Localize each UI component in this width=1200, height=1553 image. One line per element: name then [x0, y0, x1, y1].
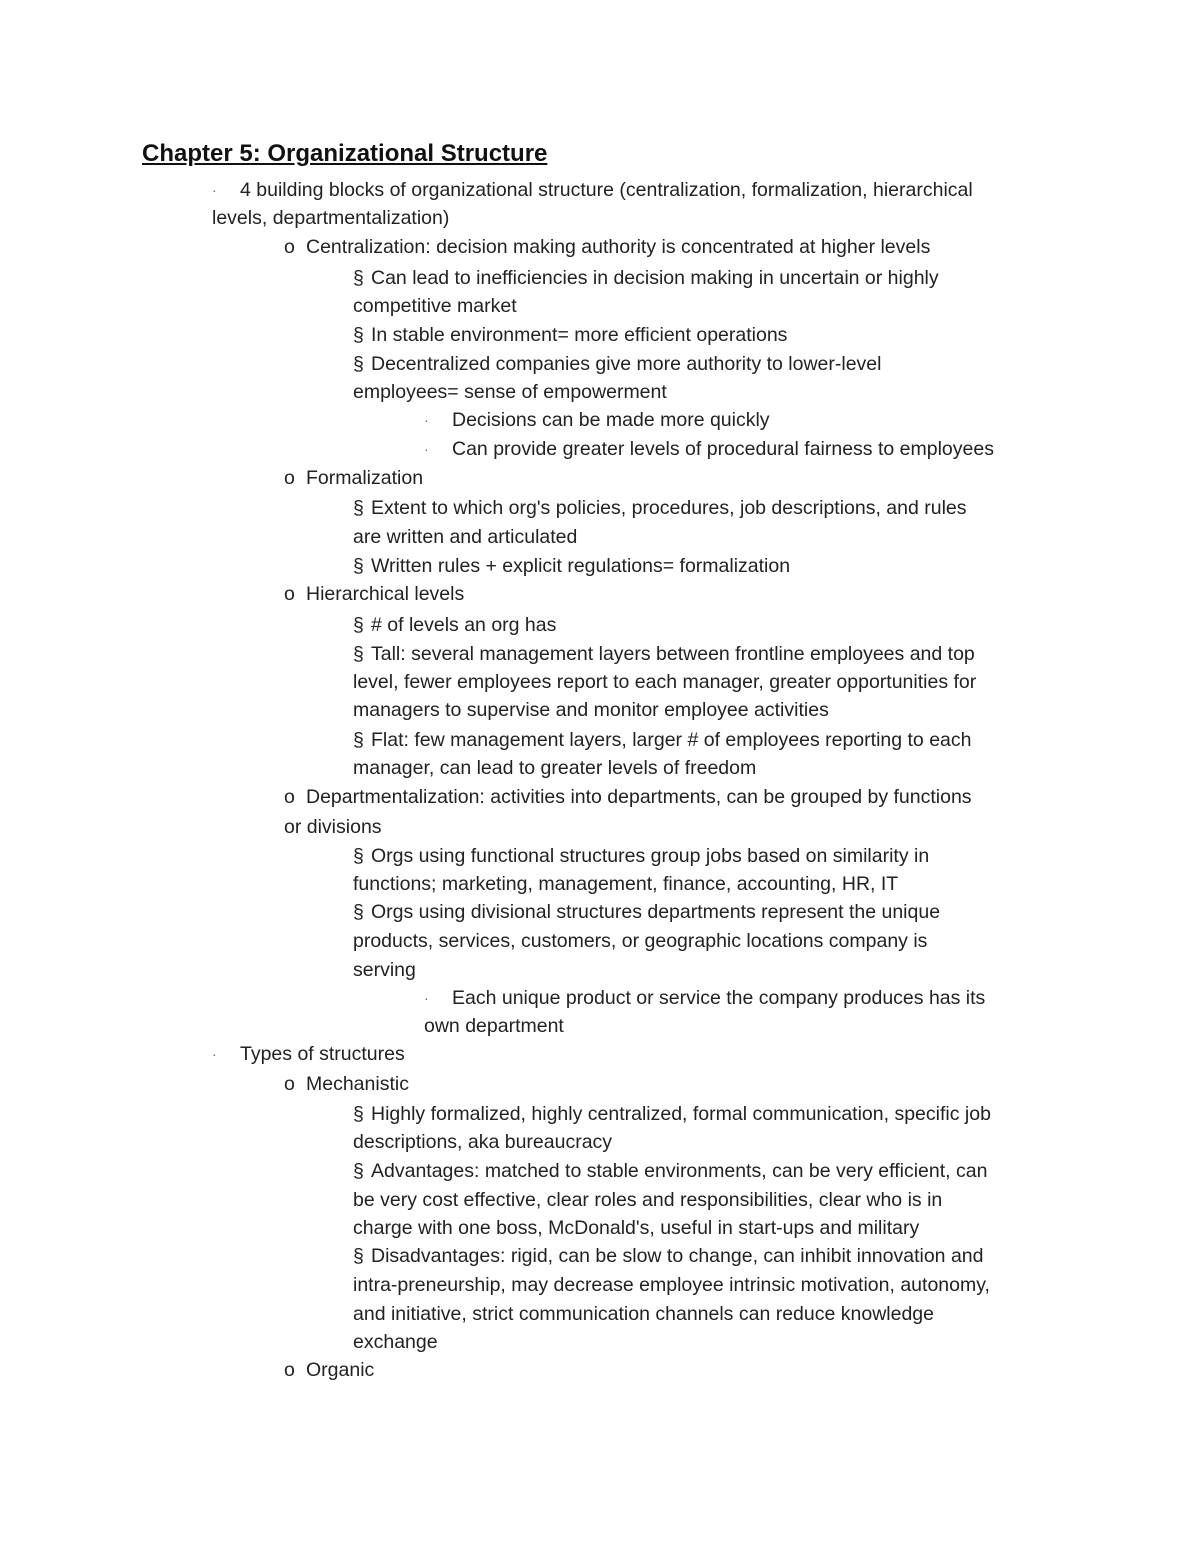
bullet-section-icon: §: [353, 901, 364, 923]
outline-line: Tall: several management layers between frontline employees and top: [371, 643, 975, 665]
outline-line: managers to supervise and monitor employee activities: [353, 699, 829, 721]
outline-line: Orgs using functional structures group jobs based on similarity in: [371, 845, 930, 867]
bullet-section-icon: §: [353, 845, 364, 867]
outline-line: Formalization: [306, 467, 424, 489]
outline-line: Hierarchical levels: [306, 583, 465, 605]
bullet-o-icon: o: [284, 467, 295, 489]
bullet-section-icon: §: [353, 497, 364, 519]
outline-line: In stable environment= more efficient operations: [371, 324, 788, 346]
outline-line: level, fewer employees report to each manager, greater opportunities for: [353, 671, 977, 693]
outline-line: Flat: few management layers, larger # of employees reporting to each: [371, 729, 972, 751]
outline-line: employees= sense of empowerment: [353, 381, 667, 403]
bullet-dot-icon: ·: [212, 1046, 217, 1062]
outline-line: Decentralized companies give more authority to lower-level: [371, 353, 882, 375]
bullet-section-icon: §: [353, 1160, 364, 1182]
outline-line: be very cost effective, clear roles and responsibilities, clear who is in: [353, 1189, 943, 1211]
bullet-section-icon: §: [353, 729, 364, 751]
outline-line: Types of structures: [240, 1043, 405, 1065]
outline-line: Can provide greater levels of procedural fairness to employees: [452, 438, 994, 460]
outline-line: 4 building blocks of organizational structure (centralization, formalization, hierarchical: [240, 179, 973, 201]
bullet-dot-icon: ·: [424, 990, 429, 1006]
outline-line: competitive market: [353, 295, 517, 317]
outline-line: serving: [353, 959, 416, 981]
outline-line: Orgs using divisional structures departments represent the unique: [371, 901, 941, 923]
outline-line: functions; marketing, management, finance, accounting, HR, IT: [353, 873, 899, 895]
outline-line: intra-preneurship, may decrease employee intrinsic motivation, autonomy,: [353, 1274, 990, 1296]
bullet-o-icon: o: [284, 1073, 295, 1095]
bullet-section-icon: §: [353, 555, 364, 577]
bullet-section-icon: §: [353, 1245, 364, 1267]
bullet-dot-icon: ·: [424, 412, 429, 428]
bullet-o-icon: o: [284, 786, 295, 808]
bullet-o-icon: o: [284, 236, 295, 258]
bullet-o-icon: o: [284, 1359, 295, 1381]
outline-line: Mechanistic: [306, 1073, 409, 1095]
bullet-section-icon: §: [353, 324, 364, 346]
bullet-dot-icon: ·: [212, 182, 217, 198]
bullet-section-icon: §: [353, 614, 364, 636]
outline-line: # of levels an org has: [371, 614, 557, 636]
bullet-section-icon: §: [353, 353, 364, 375]
outline-line: Extent to which org's policies, procedures, job descriptions, and rules: [371, 497, 967, 519]
outline-line: and initiative, strict communication channels can reduce knowledge: [353, 1303, 934, 1325]
outline-line: own department: [424, 1015, 564, 1037]
outline-line: are written and articulated: [353, 526, 578, 548]
outline-line: Disadvantages: rigid, can be slow to change, can inhibit innovation and: [371, 1245, 984, 1267]
page-title: Chapter 5: Organizational Structure: [142, 140, 548, 167]
bullet-section-icon: §: [353, 1103, 364, 1125]
outline-line: manager, can lead to greater levels of freedom: [353, 757, 757, 779]
outline-line: Can lead to inefficiencies in decision making in uncertain or highly: [371, 267, 939, 289]
outline-line: Centralization: decision making authority is concentrated at higher levels: [306, 236, 931, 258]
bullet-section-icon: §: [353, 267, 364, 289]
outline-line: products, services, customers, or geographic locations company is: [353, 930, 928, 952]
outline-line: levels, departmentalization): [212, 207, 450, 229]
outline-line: charge with one boss, McDonald's, useful in start-ups and military: [353, 1217, 920, 1239]
outline-line: Decisions can be made more quickly: [452, 409, 770, 431]
outline-line: or divisions: [284, 816, 382, 838]
outline-line: Highly formalized, highly centralized, formal communication, specific job: [371, 1103, 991, 1125]
bullet-dot-icon: ·: [424, 441, 429, 457]
outline-line: Written rules + explicit regulations= formalization: [371, 555, 791, 577]
outline-line: Advantages: matched to stable environments, can be very efficient, can: [371, 1160, 988, 1182]
outline-line: Organic: [306, 1359, 375, 1381]
bullet-o-icon: o: [284, 583, 295, 605]
outline-line: descriptions, aka bureaucracy: [353, 1131, 613, 1153]
bullet-section-icon: §: [353, 643, 364, 665]
outline-line: Each unique product or service the company produces has its: [452, 987, 986, 1009]
outline-line: Departmentalization: activities into departments, can be grouped by functions: [306, 786, 972, 808]
outline-line: exchange: [353, 1331, 438, 1353]
